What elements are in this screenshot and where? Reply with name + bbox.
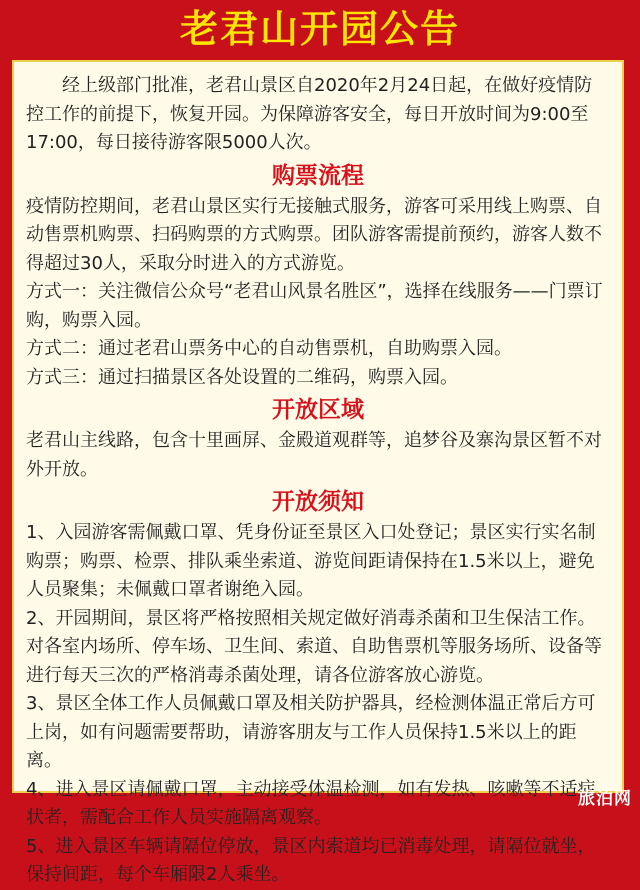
notice-item-1: 1、入园游客需佩戴口罩、凭身份证至景区入口处登记；景区实行实名制购票；购票、检票、排队乘坐索道、游览间距请保持在1.5米以上，避免人员聚集；未佩戴口罩者谢绝入园。 xyxy=(26,522,596,600)
area-section-heading: 开放区域 xyxy=(272,397,364,423)
notice-section-heading: 开放须知 xyxy=(272,489,364,515)
ticket-section-heading: 购票流程 xyxy=(272,162,364,189)
ticket-method-3: 方式三：通过扫描景区各处设置的二维码，购票入园。 xyxy=(26,366,458,388)
ticket-method-2: 方式二：通过老君山票务中心的自动售票机，自助购票入园。 xyxy=(26,338,512,359)
area-section-body: 老君山主线路，包含十里画屏、金殿道观群等，追梦谷及寨沟景区暂不对外开放。 xyxy=(26,430,602,480)
notice-item-4: 4、进入景区请佩戴口罩，主动接受体温检测，如有发热、咳嗽等不适症状者，需配合工作人员实施隔离观察。 xyxy=(26,778,596,828)
site-watermark: 旅泊网 xyxy=(578,789,632,809)
notice-item-3: 3、景区全体工作人员佩戴口罩及相关防护器具，经检测体温正常后方可上岗，如有问题需要帮助，请游客朋友与工作人员保持1.5米以上的距离。 xyxy=(26,693,596,771)
ticket-method-1: 方式一：关注微信公众号“老君山风景名胜区”，选择在线服务——门票订购，购票入园。 xyxy=(26,281,603,331)
poster-title: 老君山开园公告 xyxy=(179,7,460,51)
ticket-section-body: 疫情防控期间，老君山景区实行无接触式服务，游客可采用线上购票、自动售票机购票、扫码购票的方式购票。团队游客需提前预约，游客人数不得超过30人，采取分时进入的方式游览。 xyxy=(26,195,602,274)
intro-paragraph: 经上级部门批准，老君山景区自2020年2月24日起，在做好疫情防控工作的前提下，恢复开园。为保障游客安全，每日开放时间为9:00至17:00，每日接待游客限5000人次。 xyxy=(26,75,593,153)
notice-item-5: 5、进入景区车辆请隔位停放，景区内索道均已消毒处理，请隔位就坐，保持间距，每个车厢限2人乘坐。 xyxy=(26,835,596,885)
notice-item-2: 2、开园期间，景区将严格按照相关规定做好消毒杀菌和卫生保洁工作。对各室内场所、停车场、卫生间、索道、自助售票机等服务场所、设备等进行每天三次的严格消毒杀菌处理，请各位游客放心游览。 xyxy=(26,607,602,686)
